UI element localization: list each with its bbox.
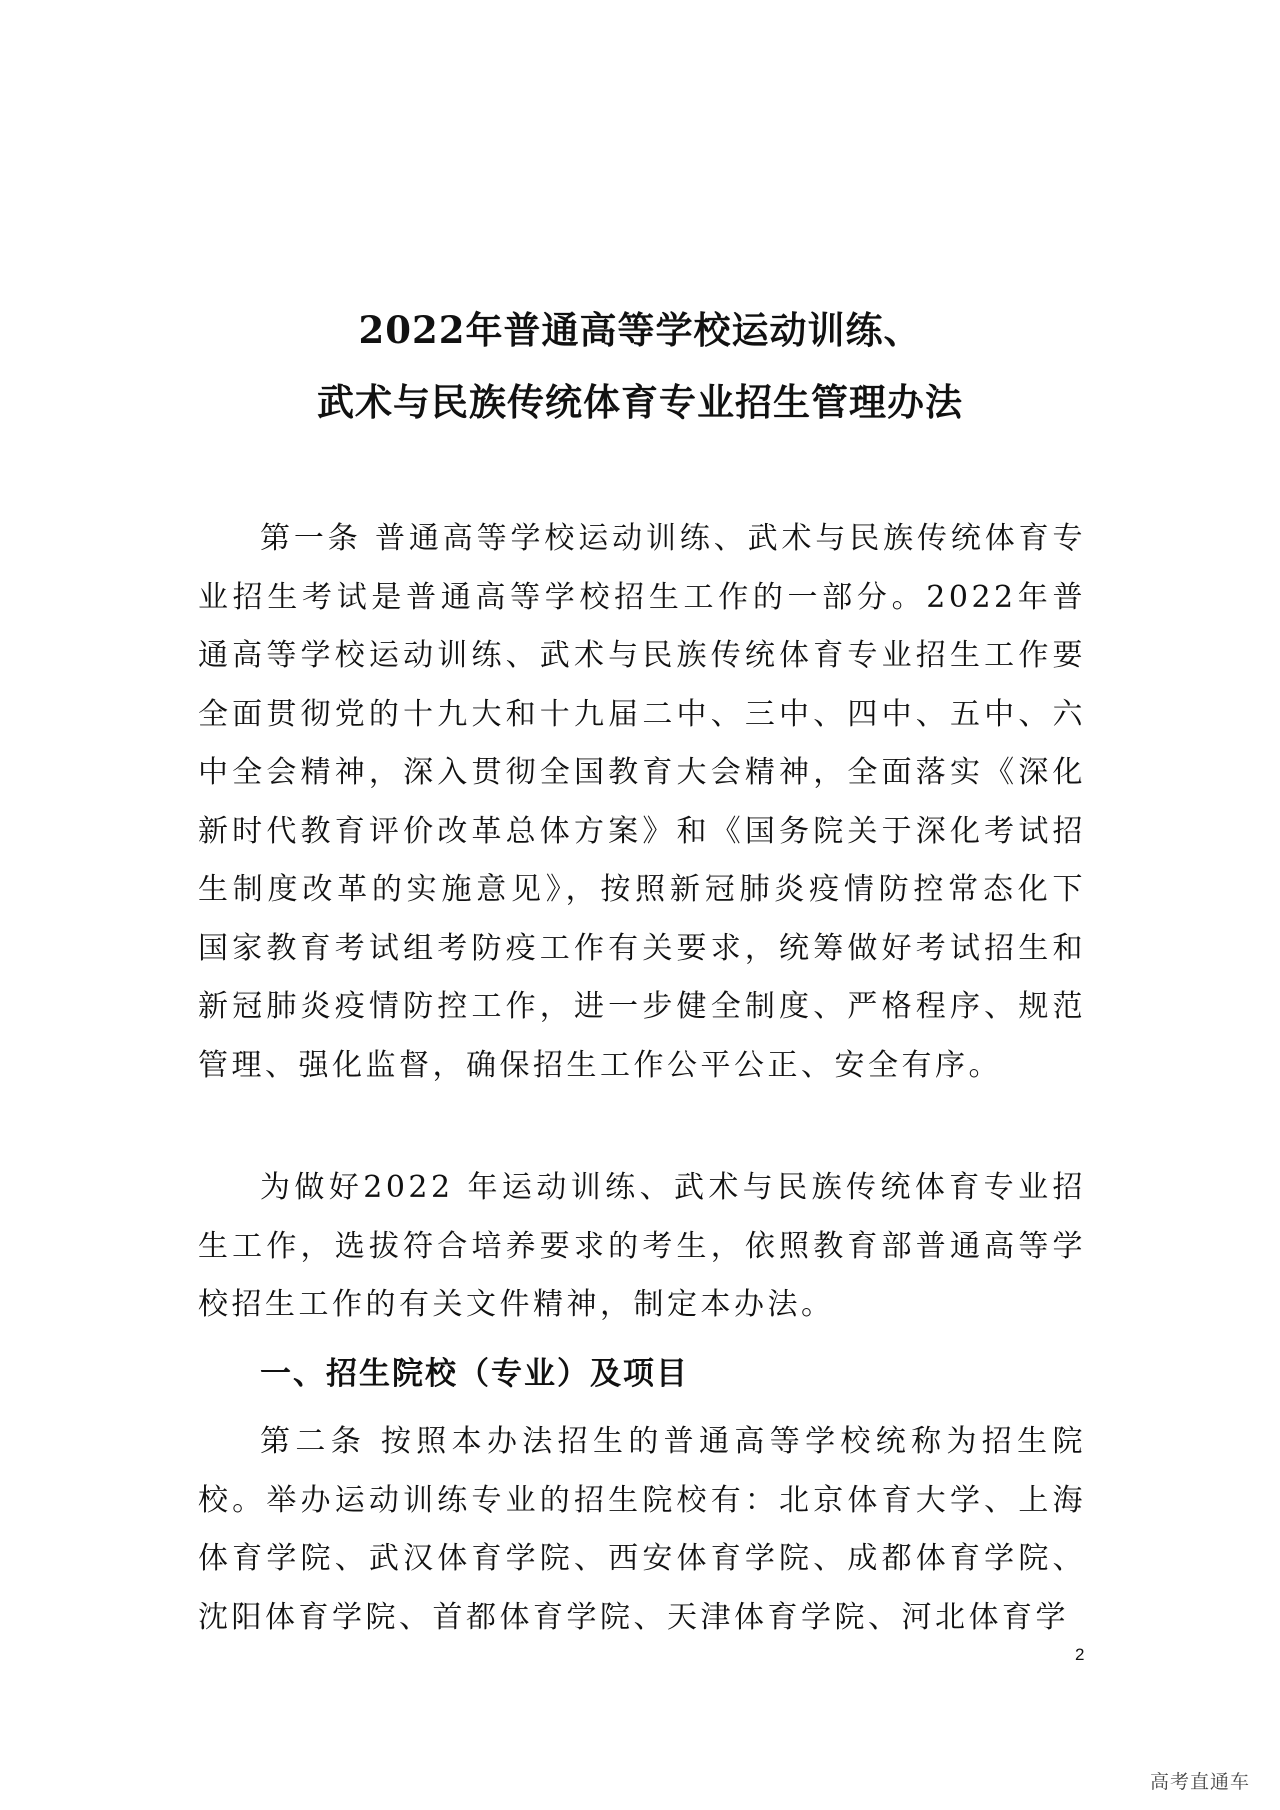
- paragraph-article-2: [198, 1413, 1086, 1647]
- document-title-line-2: 武术与民族传统体育专业招生管理办法: [317, 380, 963, 424]
- document-title-line-1: 2022年普通高等学校运动训练、: [358, 308, 922, 352]
- paragraph-text: 为做好2022 年运动训练、武术与民族传统体育专业招生工作，选拔符合培养要求的考生，依照教育部普通高等学校招生工作的有关文件精神，制定本办法。: [198, 1170, 1086, 1322]
- section-heading: 一、招生院校（专业）及项目: [260, 1356, 689, 1392]
- paragraph-purpose: [198, 1159, 1086, 1335]
- page-number: 2: [1075, 1645, 1085, 1664]
- paragraph-text: 第二条 按照本办法招生的普通高等学校统称为招生院校。举办运动训练专业的招生院校有：北京体育大学、上海体育学院、武汉体育学院、西安体育学院、成都体育学院、沈阳体育学院、首都体育学院、天津体育学院、河北体育学: [198, 1424, 1086, 1635]
- paragraph-text: 第一条 普通高等学校运动训练、武术与民族传统体育专业招生考试是普通高等学校招生工作的一部分。2022年普通高等学校运动训练、武术与民族传统体育专业招生工作要全面贯彻党的十九大和十九届二中、三中、四中、五中、六中全会精神，深入贯彻全国教育大会精神，全面落实《深化新时代教育评价改革总体方案》和《国务院关于深化考试招生制度改革的实施意见》，按照新冠肺炎疫情防控常态化下国家教育考试组考防疫工作有关要求，统筹做好考试招生和新冠肺炎疫情防控工作，进一步健全制度、严格程序、规范管理、强化监督，确保招生工作公平公正、安全有序。: [198, 521, 1086, 1083]
- watermark: 高考直通车: [1149, 1771, 1250, 1793]
- paragraph-article-1: [198, 510, 1086, 1095]
